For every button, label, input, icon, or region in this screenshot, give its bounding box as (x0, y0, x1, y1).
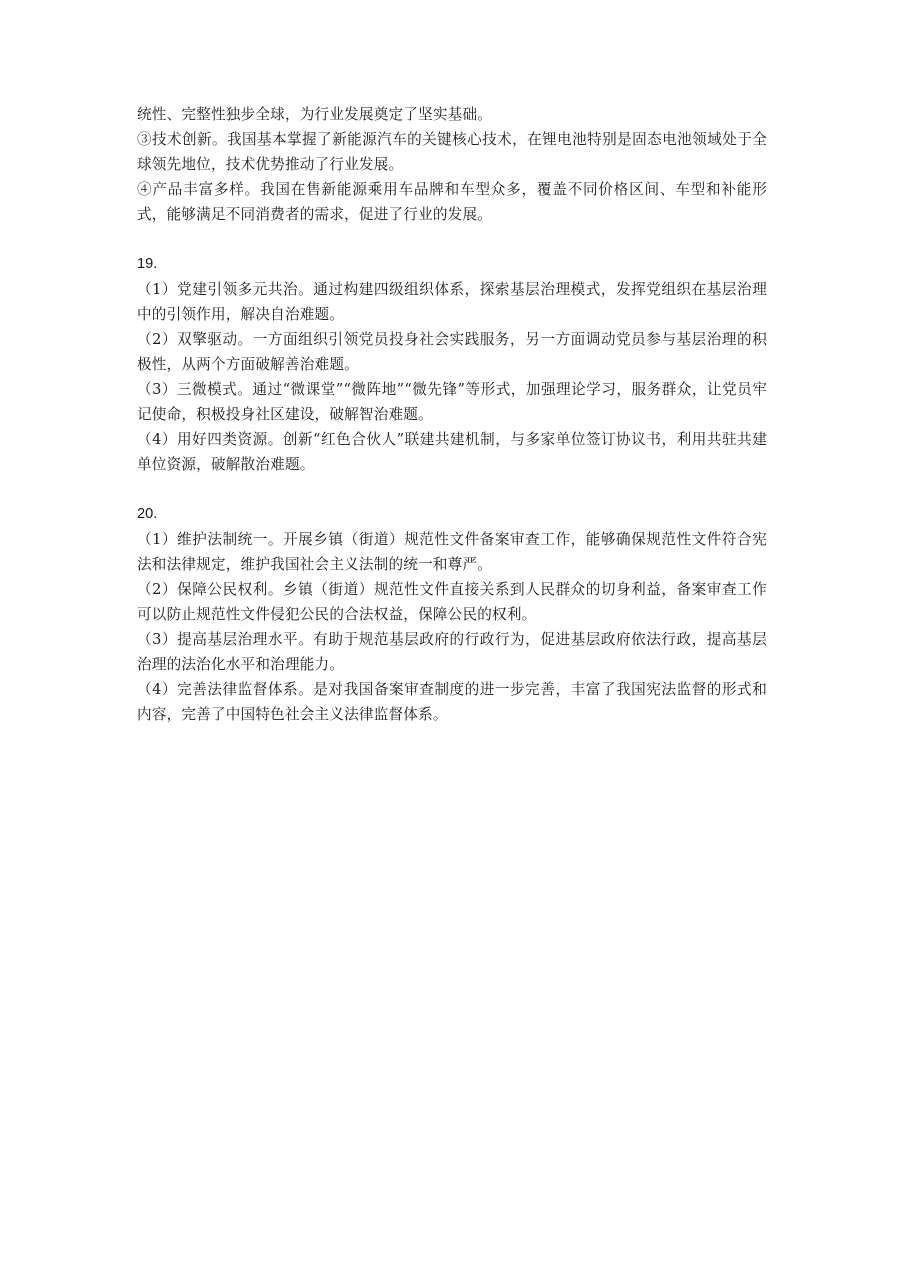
section-spacer (137, 477, 767, 502)
answer-paragraph: （3）三微模式。通过“微课堂”“微阵地”“微先锋”等形式，加强理论学习，服务群众，让党员牢记使命，积极投身社区建设，破解智治难题。 (137, 381, 767, 423)
question-19-section (137, 252, 767, 477)
section-spacer (137, 227, 767, 252)
document-page (137, 102, 767, 727)
intro-paragraph: 统性、完整性独步全球，为行业发展奠定了坚实基础。 (137, 106, 493, 123)
answer-paragraph: （4）用好四类资源。创新“红色合伙人”联建共建机制，与多家单位签订协议书，利用共驻共建单位资源，破解散治难题。 (137, 431, 767, 473)
intro-paragraph: ④产品丰富多样。我国在售新能源乘用车品牌和车型众多，覆盖不同价格区间、车型和补能形式，能够满足不同消费者的需求，促进了行业的发展。 (137, 181, 767, 223)
answer-paragraph: （1）维护法制统一。开展乡镇（街道）规范性文件备案审查工作，能够确保规范性文件符合宪法和法律规定，维护我国社会主义法制的统一和尊严。 (137, 531, 767, 573)
answer-paragraph: （2）双擎驱动。一方面组织引领党员投身社会实践服务，另一方面调动党员参与基层治理的积极性，从两个方面破解善治难题。 (137, 331, 767, 373)
answer-paragraph: （3）提高基层治理水平。有助于规范基层政府的行政行为，促进基层政府依法行政，提高基层治理的法治化水平和治理能力。 (137, 631, 767, 673)
question-number: 19. (137, 256, 158, 272)
question-number: 20. (137, 506, 158, 522)
answer-paragraph: （4）完善法律监督体系。是对我国备案审查制度的进一步完善，丰富了我国宪法监督的形式和内容，完善了中国特色社会主义法律监督体系。 (137, 681, 767, 723)
intro-paragraph: ③技术创新。我国基本掌握了新能源汽车的关键核心技术，在锂电池特别是固态电池领域处于全球领先地位，技术优势推动了行业发展。 (137, 131, 767, 173)
intro-section (137, 102, 767, 227)
answer-paragraph: （1）党建引领多元共治。通过构建四级组织体系，探索基层治理模式，发挥党组织在基层治理中的引领作用，解决自治难题。 (137, 281, 767, 323)
question-20-section (137, 502, 767, 727)
answer-paragraph: （2）保障公民权利。乡镇（街道）规范性文件直接关系到人民群众的切身利益，备案审查工作可以防止规范性文件侵犯公民的合法权益，保障公民的权利。 (137, 581, 767, 623)
